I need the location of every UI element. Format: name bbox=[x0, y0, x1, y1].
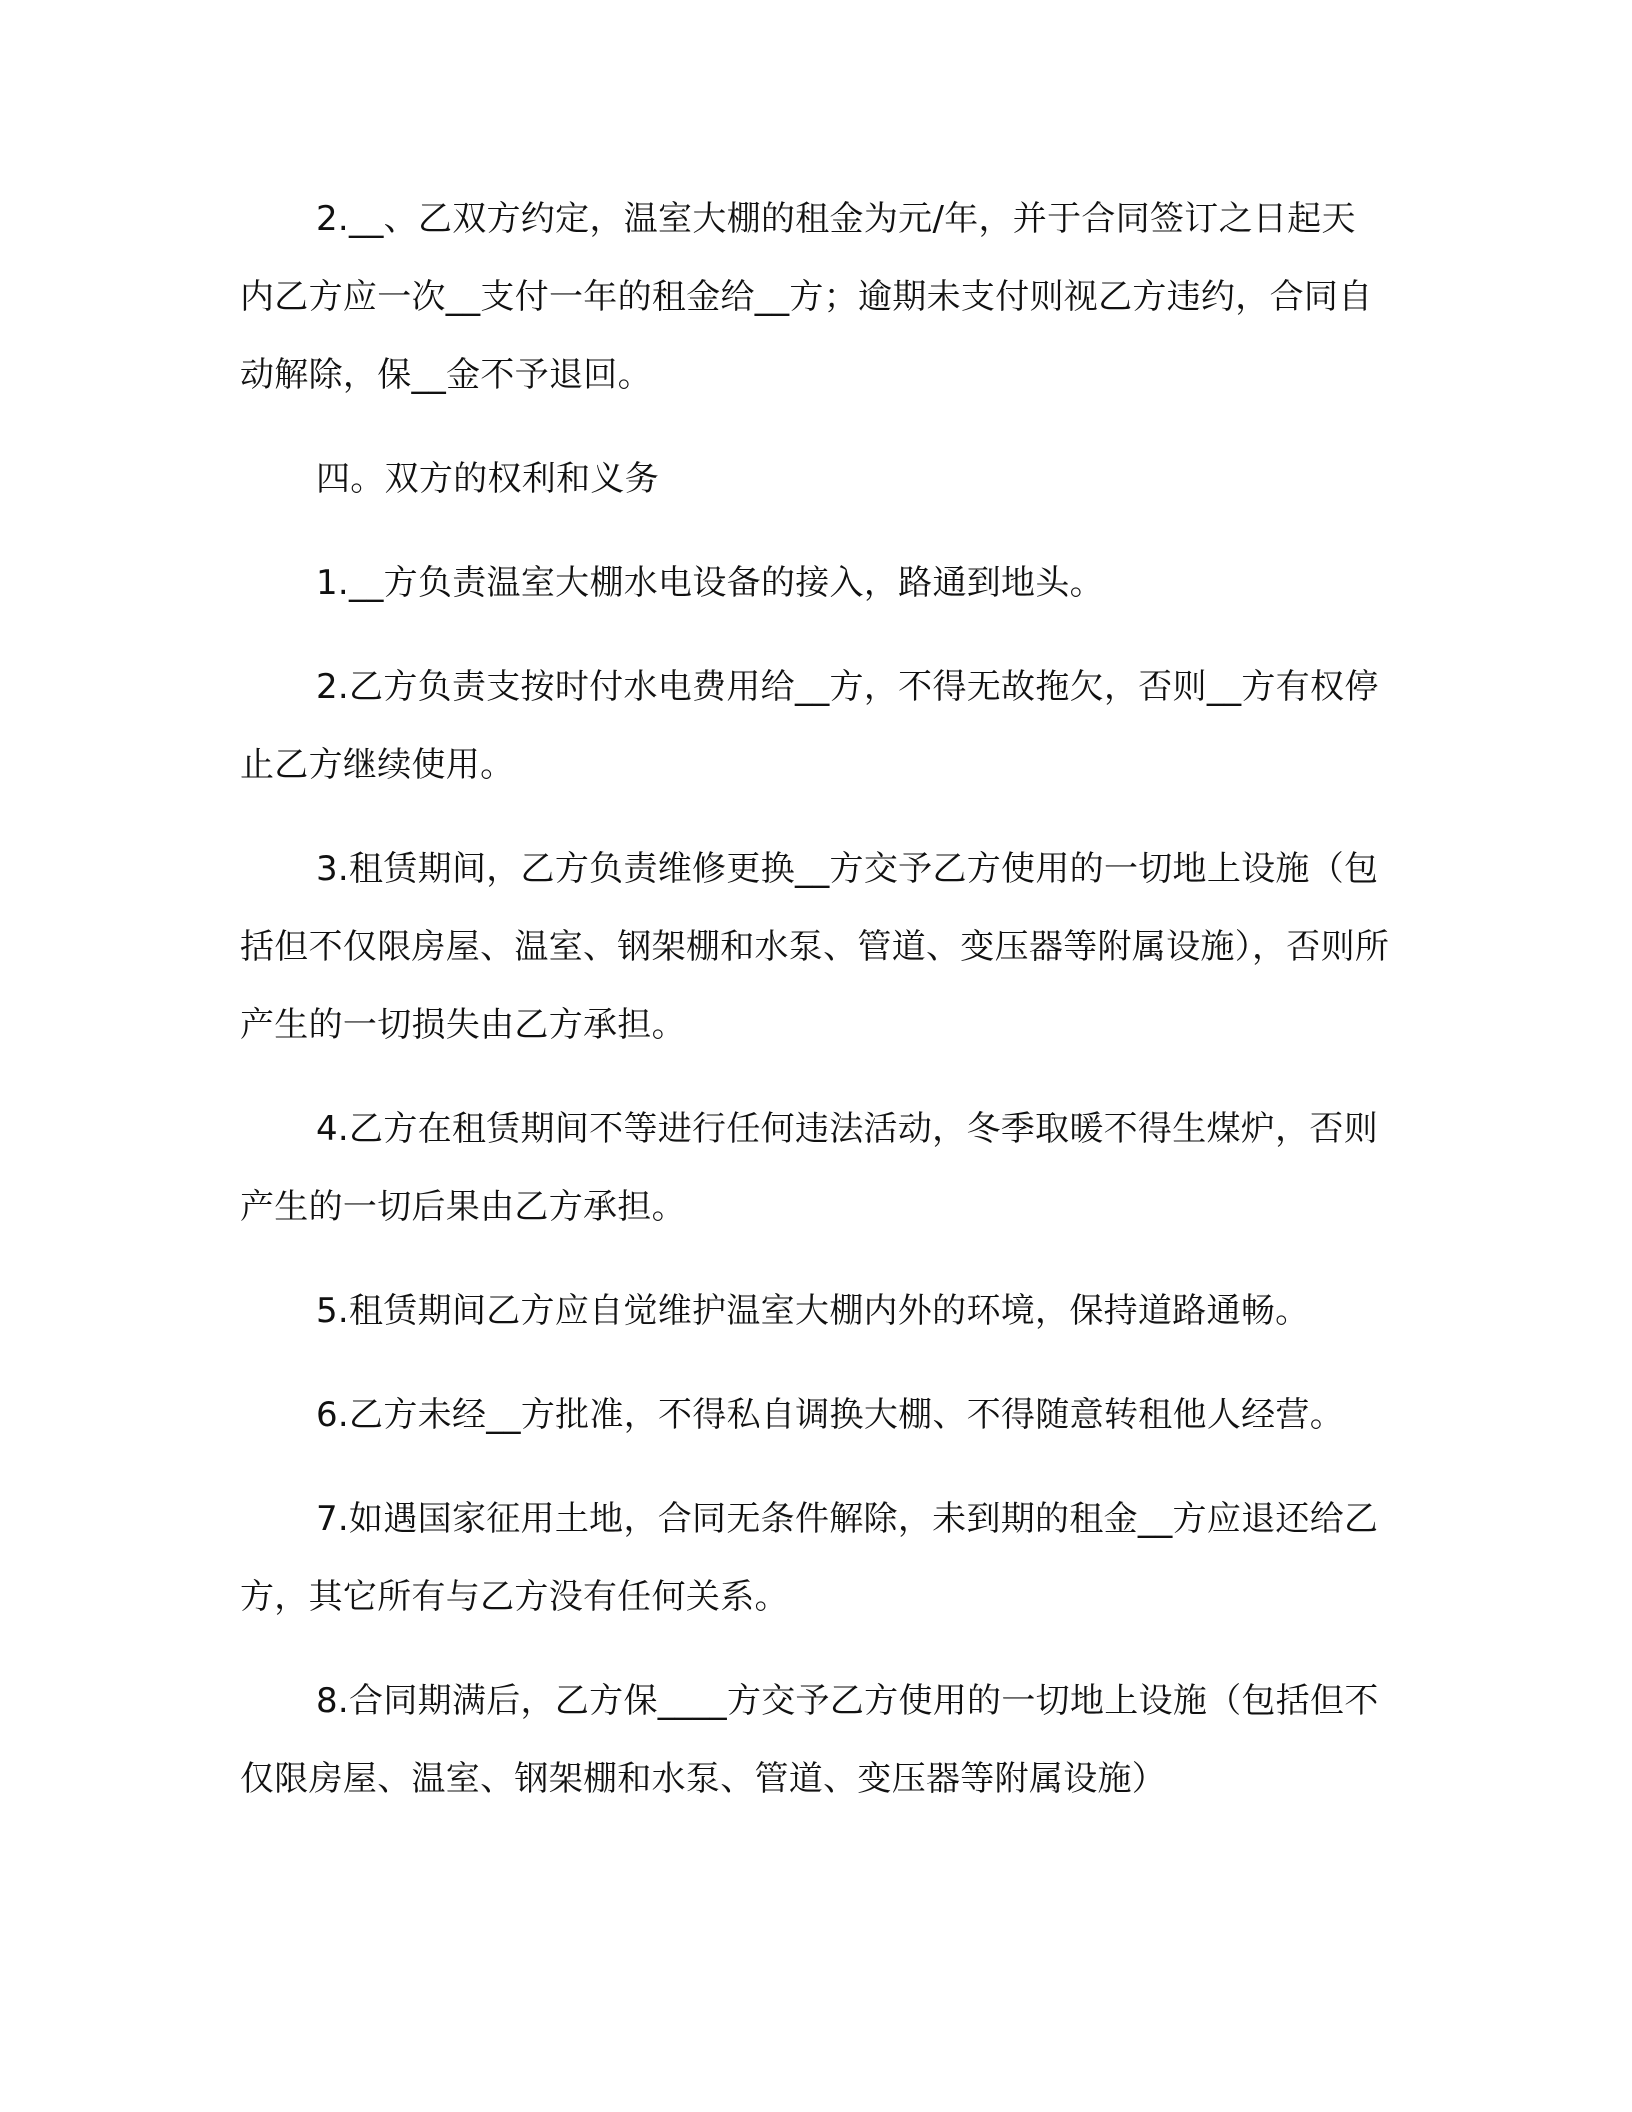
paragraph-clause-3: 3.租赁期间，乙方负责维修更换__方交予乙方使用的一切地上设施（包括但不仅限房屋、温室、钢架棚和水泵、管道、变压器等附属设施），否则所产生的一切损失由乙方承担。 bbox=[240, 849, 1390, 1045]
paragraph-clause-8: 8.合同期满后，乙方保____方交予乙方使用的一切地上设施（包括但不仅限房屋、温室、钢架棚和水泵、管道、变压器等附属设施） bbox=[240, 1681, 1379, 1799]
paragraph-clause-7: 7.如遇国家征用土地，合同无条件解除，未到期的租金__方应退还给乙方，其它所有与乙方没有任何关系。 bbox=[240, 1499, 1379, 1617]
section-heading-rights-obligations: 四。双方的权利和义务 bbox=[316, 459, 659, 499]
document-body bbox=[240, 180, 1390, 1844]
paragraph-clause-6: 6.乙方未经__方批准，不得私自调换大棚、不得随意转租他人经营。 bbox=[316, 1395, 1345, 1435]
paragraph-clause-5: 5.租赁期间乙方应自觉维护温室大棚内外的环境，保持道路通畅。 bbox=[316, 1291, 1310, 1331]
paragraph-rent-payment: 2.__、乙双方约定，温室大棚的租金为元/年，并于合同签订之日起天内乙方应一次__支付一年的租金给__方；逾期未支付则视乙方违约，合同自动解除，保__金不予退回。 bbox=[240, 199, 1373, 395]
paragraph-clause-1: 1.__方负责温室大棚水电设备的接入，路通到地头。 bbox=[316, 563, 1104, 603]
paragraph-clause-4: 4.乙方在租赁期间不等进行任何违法活动，冬季取暖不得生煤炉，否则产生的一切后果由乙方承担。 bbox=[240, 1109, 1379, 1227]
paragraph-clause-2: 2.乙方负责支按时付水电费用给__方，不得无故拖欠，否则__方有权停止乙方继续使用。 bbox=[240, 667, 1379, 785]
